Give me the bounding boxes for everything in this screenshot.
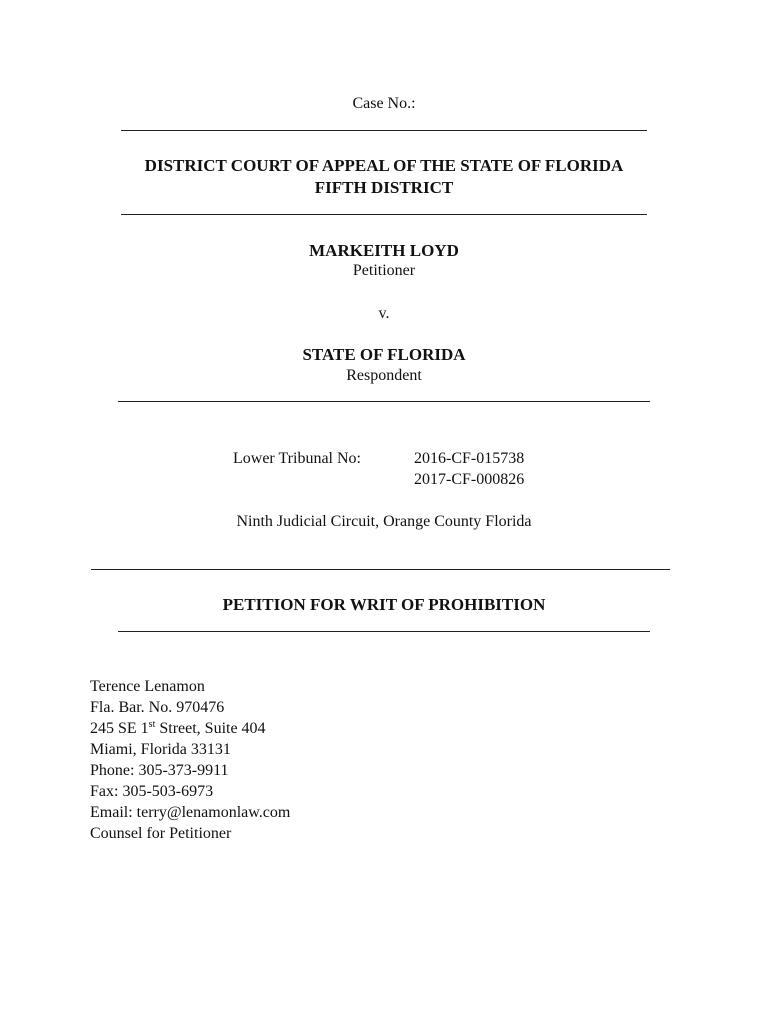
versus: v. [378,305,390,322]
divider-3 [118,401,650,402]
lower-tribunal-label: Lower Tribunal No: [233,450,361,467]
counsel-bar-number: Fla. Bar. No. 970476 [90,699,225,716]
divider-2 [121,214,647,215]
counsel-block [90,676,290,844]
court-name-line1: DISTRICT COURT OF APPEAL OF THE STATE OF FLORIDA [144,156,624,175]
counsel-street-prefix: 245 SE 1 [90,720,149,737]
counsel-fax: Fax: 305-503-6973 [90,783,214,800]
counsel-phone: Phone: 305-373-9911 [90,762,229,779]
case-number-label: Case No.: [352,95,416,112]
respondent-role: Respondent [346,367,422,384]
respondent-name: STATE OF FLORIDA [302,345,466,364]
court-name-line2: FIFTH DISTRICT [314,178,454,197]
counsel-street [90,718,290,739]
lower-tribunal-number-1: 2016-CF-015738 [414,450,525,467]
counsel-role: Counsel for Petitioner [90,825,232,842]
petitioner-name: MARKEITH LOYD [309,241,459,260]
counsel-street-suffix: Street, Suite 404 [155,720,266,737]
circuit-text: Ninth Judicial Circuit, Orange County Florida [236,513,532,530]
counsel-email: Email: terry@lenamonlaw.com [90,804,291,821]
divider-5 [118,631,650,632]
divider-4 [91,569,670,570]
counsel-street-superscript: st [148,719,156,730]
lower-tribunal-number-2: 2017-CF-000826 [414,471,525,488]
counsel-name: Terence Lenamon [90,678,205,695]
lower-tribunal-numbers [414,448,524,490]
counsel-city: Miami, Florida 33131 [90,741,231,758]
document-title: PETITION FOR WRIT OF PROHIBITION [222,595,546,614]
divider-1 [121,130,647,131]
petitioner-role: Petitioner [352,262,416,279]
